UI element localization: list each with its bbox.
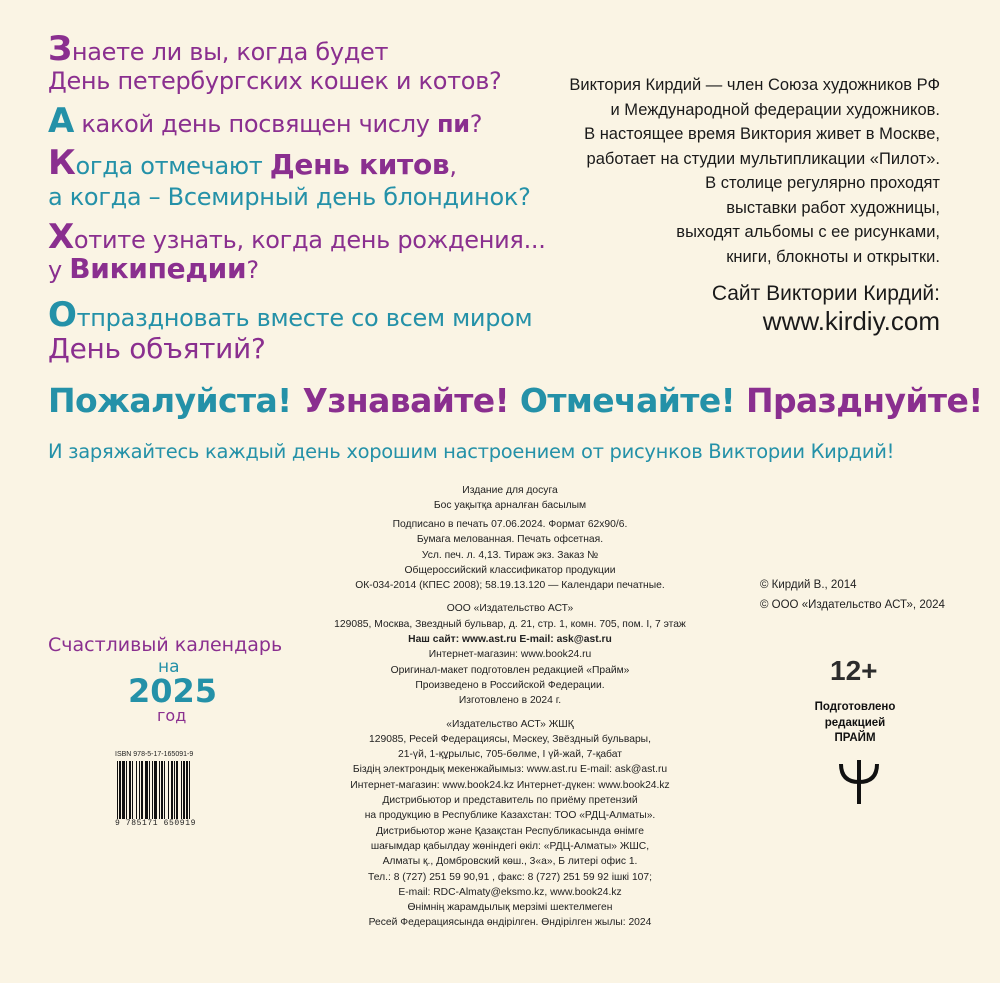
- question-highlight: Википедии: [69, 252, 247, 285]
- imprint-spacer: [300, 593, 720, 601]
- imprint-line: ООО «Издательство АСТ»: [446, 603, 574, 615]
- prepared-by: [800, 700, 910, 747]
- imprint-line: 21-үй, 1-құрылыс, 705-бөлме, I үй-жай, 7-қабат: [398, 749, 622, 761]
- site-url: www.kirdiy.com: [762, 306, 940, 336]
- barcode-bar: [176, 761, 178, 819]
- imprint-line: Общероссийский классификатор продукции: [404, 564, 616, 576]
- author-bio: [500, 73, 940, 269]
- question-line-4: [48, 143, 457, 183]
- barcode-bar: [161, 761, 163, 819]
- barcode-bar: [154, 761, 157, 819]
- author-bio-line: работает на студии мультипликации «Пилот».: [586, 149, 940, 168]
- barcode-bar: [189, 761, 190, 819]
- imprint-line: шағымдар қабылдау жөніндегі өкіл: «РДЦ-Алматы» ЖШС,: [370, 840, 650, 852]
- calendar-title-text: Счастливый календарь: [48, 634, 283, 656]
- imprint-line: Усл. печ. л. 4,13. Тираж экз. Заказ №: [421, 549, 599, 561]
- question-tail: ?: [469, 110, 483, 138]
- imprint-line: Біздің электрондық мекенжайымыз: www.ast.ru E-mail: ask@ast.ru: [352, 764, 668, 776]
- question-tail: ?: [246, 256, 259, 284]
- barcode-bar: [126, 761, 127, 819]
- copyright: [760, 575, 945, 615]
- drop-cap: З: [48, 29, 72, 69]
- imprint-line: Оригинал-макет подготовлен редакцией «Прайм»: [390, 664, 630, 676]
- author-bio-line: В настоящее время Виктория живет в Москве,: [584, 125, 940, 143]
- question-line-7: [48, 252, 259, 287]
- slogan: [48, 381, 983, 420]
- imprint-line: Өнімнің жарамдылық мерзімі шектелмеген: [407, 902, 613, 914]
- slogan-word: Отмечайте!: [519, 381, 736, 420]
- question-line-2: [48, 64, 501, 98]
- copyright-line: © ООО «Издательство АСТ», 2024: [760, 599, 945, 611]
- barcode-bar: [152, 761, 153, 819]
- question-text: у: [48, 256, 70, 284]
- imprint-line: ОК-034-2014 (КПЕС 2008); 58.19.13.120 — Календари печатные.: [355, 580, 665, 592]
- imprint-line: Интернет-магазин: www.book24.ru: [428, 649, 592, 661]
- drop-cap: Х: [48, 217, 74, 257]
- question-text: какой день посвящен числу: [74, 110, 437, 138]
- author-bio-line: Виктория Кирдий — член Союза художников РФ: [569, 76, 940, 94]
- copyright-line: © Кирдий В., 2014: [760, 579, 857, 591]
- question-text: тпраздновать вместе со всем миром: [76, 304, 533, 332]
- imprint-line: 129085, Москва, Звездный бульвар, д. 21, стр. 1, комн. 705, пом. I, 7 этаж: [334, 618, 686, 630]
- question-tail: ,: [449, 152, 457, 180]
- imprint-line: Изготовлено в 2024 г.: [458, 695, 562, 707]
- question-text: а когда – Всемирный день блондинок?: [48, 183, 531, 211]
- barcode-bar: [141, 761, 143, 819]
- subslogan: И заряжайтесь каждый день хорошим настроением от рисунков Виктории Кирдий!: [48, 440, 895, 463]
- imprint-line: E-mail: RDC-Almaty@eksmo.kz, www.book24.kz: [398, 886, 622, 898]
- barcode-bar: [168, 761, 169, 819]
- site-label: Сайт Виктории Кирдий:: [711, 282, 940, 305]
- imprint-line: Наш сайт: www.ast.ru E-mail: ask@ast.ru: [408, 634, 612, 646]
- imprint-line: «Издательство АСТ» ЖШҚ: [446, 718, 574, 730]
- imprint-spacer: [300, 709, 720, 717]
- question-text: огда отмечают: [75, 152, 270, 180]
- imprint-line: Дистрибьютор және Қазақстан Республикасында өнімге: [376, 825, 644, 837]
- author-bio-line: и Международной федерации художников.: [610, 100, 940, 119]
- barcode-bar: [145, 761, 148, 819]
- imprint-line: Интернет-магазин: www.book24.kz Интернет-дүкен: www.book24.kz: [350, 779, 670, 791]
- barcode-bar: [129, 761, 131, 819]
- drop-cap: К: [48, 143, 76, 183]
- prepared-line: Подготовлено: [814, 701, 896, 713]
- calendar-year: 2025: [128, 672, 218, 710]
- author-bio-line: выходят альбомы с ее рисунками,: [676, 223, 940, 241]
- question-highlight: пи: [436, 110, 470, 138]
- author-bio-line: книги, блокноты и открытки.: [726, 247, 940, 266]
- imprint-line: Тел.: 8 (727) 251 59 90,91 , факс: 8 (727) 251 59 92 ішкі 107;: [368, 871, 652, 883]
- calendar-title: [48, 634, 282, 656]
- imprint-body: [300, 517, 720, 931]
- imprint-line: 129085, Ресей Федерациясы, Мәскеу, Звёздный бульвары,: [369, 733, 651, 745]
- barcode-bar: [136, 761, 137, 819]
- question-text: наете ли вы, когда будет: [71, 38, 389, 66]
- author-bio-line: выставки работ художницы,: [726, 198, 940, 217]
- author-bio-line: В столице регулярно проходят: [705, 174, 940, 192]
- barcode-bar: [186, 761, 188, 819]
- barcode-bar: [119, 761, 121, 819]
- barcode-bar: [122, 761, 125, 819]
- barcode-bar: [149, 761, 150, 819]
- imprint-line: Бумага мелованная. Печать офсетная.: [416, 534, 604, 546]
- barcode-bar: [171, 761, 173, 819]
- imprint-header: [300, 483, 720, 514]
- prepared-line: редакцией: [824, 716, 886, 729]
- question-line-5: [48, 180, 531, 214]
- prepared-line: ПРАЙМ: [834, 732, 876, 744]
- imprint-line: Бос уақытқа арналған басылым: [433, 500, 587, 512]
- imprint-line: Подписано в печать 07.06.2024. Формат 62х90/6.: [392, 519, 628, 530]
- drop-cap: А: [48, 101, 75, 141]
- barcode-icon: [115, 761, 220, 819]
- imprint-line: Произведено в Российской Федерации.: [415, 679, 605, 691]
- question-text: День объятий?: [48, 332, 266, 365]
- imprint-line: Ресей Федерациясында өндірілген. Өндірілген жылы: 2024: [368, 917, 652, 929]
- barcode-bar: [181, 761, 182, 819]
- age-rating: 12+: [830, 655, 878, 686]
- isbn-text: ISBN 978-5-17-165091-9: [115, 751, 194, 758]
- imprint-line: Издание для досуга: [462, 485, 558, 496]
- question-text: День петербургских кошек и котов?: [48, 67, 502, 95]
- barcode-bar: [183, 761, 185, 819]
- imprint-line: Алматы қ., Домбровский көш., 3«а», Б литері офис 1.: [382, 856, 638, 868]
- barcode-bar: [174, 761, 175, 819]
- drop-cap: О: [48, 295, 77, 335]
- slogan-word: Празднуйте!: [745, 381, 983, 420]
- imprint-line: на продукцию в Республике Казахстан: ТОО «РДЦ-Алматы».: [364, 810, 656, 822]
- calendar-na: на: [158, 657, 180, 677]
- prime-logo-icon: [837, 758, 881, 806]
- question-highlight: День китов: [269, 148, 450, 181]
- question-text: отите узнать, когда день рождения...: [73, 226, 546, 254]
- barcode-bar: [132, 761, 133, 819]
- isbn-block: [115, 750, 220, 828]
- question-line-8: [48, 295, 533, 335]
- question-line-3: [48, 101, 483, 141]
- slogan-word: Пожалуйста!: [48, 381, 292, 420]
- barcode-bar: [164, 761, 165, 819]
- calendar-god: год: [157, 706, 187, 725]
- barcode-bar: [139, 761, 140, 819]
- slogan-word: Узнавайте!: [302, 381, 510, 420]
- question-line-9: [48, 332, 266, 366]
- imprint-line: Дистрибьютор и представитель по приёму претензий: [382, 795, 638, 807]
- barcode-bar: [117, 761, 118, 819]
- isbn-digits: 9 785171 650919: [115, 819, 197, 828]
- barcode-bar: [159, 761, 160, 819]
